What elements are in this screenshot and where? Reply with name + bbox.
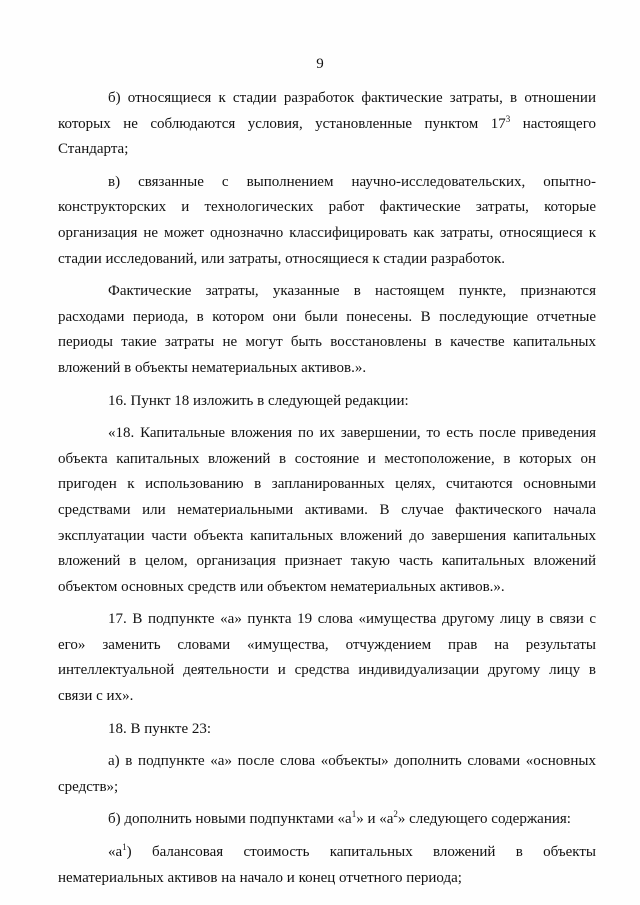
- paragraph-item-16: 16. Пункт 18 изложить в следующей редакции:: [108, 392, 409, 409]
- paragraph-item-18-point-23: 18. В пункте 23:: [108, 720, 212, 737]
- document-body: [58, 86, 596, 891]
- paragraph-v-research-costs: в) связанные с выполнением научно-исследовательских, опытно-конструкторских и технологических работ фактические затраты, которые организация не может однозначно классифицировать как затраты, относящиеся к стадии исследований, или затраты, относящиеся к стадии разработок.: [58, 173, 596, 267]
- paragraph-period-expenses: Фактические затраты, указанные в настоящем пункте, признаются расходами периода, в котором они были понесены. В последующие отчетные периоды такие затраты не могут быть восстановлены в качестве капитальных вложений в объекты нематериальных активов.».: [58, 283, 596, 376]
- paragraph-item-18-text: «18. Капитальные вложения по их завершении, то есть после приведения объекта капитальных вложений в состояние и местоположение, в которых он пригоден к использованию в запланированных целях, считаются основными средствами или нематериальными активами. В случае фактического начала эксплуатации части объекта капитальных вложений до завершения капитальных вложений в целом, организация признает такую часть капитальных вложений объектом основных средств или объектом нематериальных активов.».: [58, 425, 596, 595]
- paragraph-subitem-b: б) дополнить новыми подпунктами «$а^1$» и «$а^2$» следующего содержания:: [108, 809, 571, 828]
- paragraph-subitem-a: а) в подпункте «а» после слова «объекты» дополнить словами «основных средств»;: [58, 753, 596, 795]
- paragraph-a1-balance-value: «$а^1$) балансовая стоимость капитальных вложений в объекты нематериальных активов на начало и конец отчетного периода;: [58, 842, 596, 886]
- paragraph-b-development-costs: б) относящиеся к стадии разработок фактические затраты, в отношении которых не соблюдаются условия, установленные пунктом $17^3$ настоящего Стандарта;: [58, 90, 596, 158]
- paragraph-item-17: 17. В подпункте «а» пункта 19 слова «имущества другому лицу в связи с его» заменить словами «имущества, отчуждением прав на результаты интеллектуальной деятельности и средства индивидуализации другому лицу в связи с их».: [58, 611, 596, 705]
- page-number: 9: [316, 56, 324, 72]
